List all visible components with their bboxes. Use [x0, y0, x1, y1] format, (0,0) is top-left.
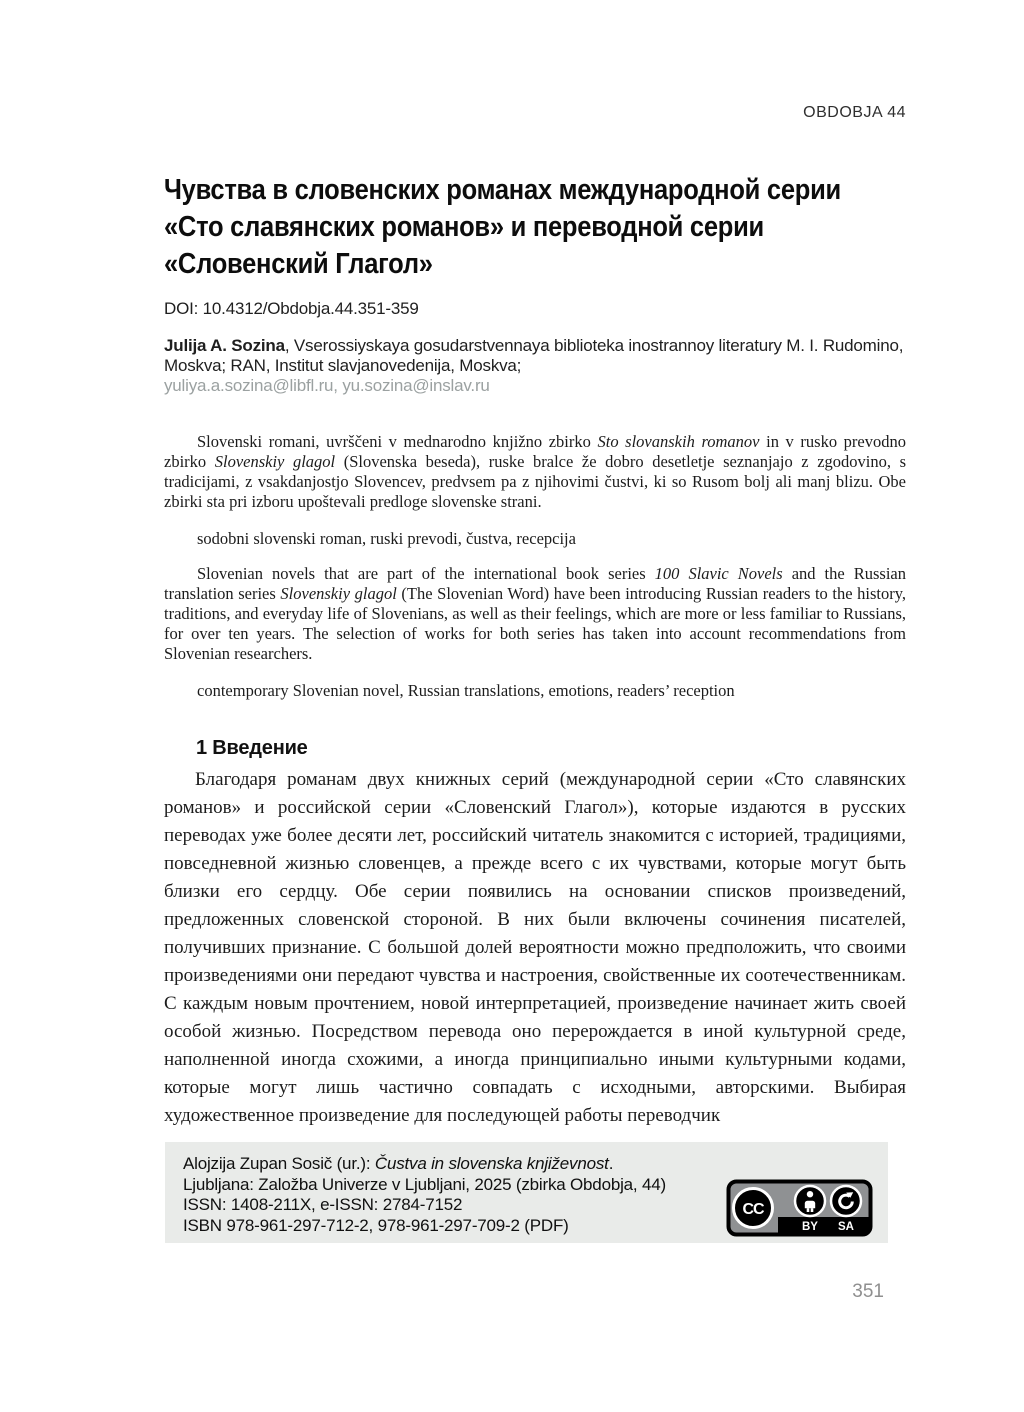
cc-logo-icon: [734, 1189, 773, 1228]
citation-line-isbn: ISBN 978-961-297-712-2, 978-961-297-709-2 (PDF): [183, 1215, 569, 1235]
citation-line-publisher: Ljubljana: Založba Univerze v Ljubljani, 2025 (zbirka Obdobja, 44): [183, 1174, 666, 1194]
page-number: 351: [852, 1281, 884, 1302]
svg-text:CC: CC: [742, 1201, 764, 1218]
cc-sa-label: SA: [838, 1221, 854, 1233]
title-line-1: Чувства в словенских романах международной серии: [164, 174, 841, 206]
article-title: [164, 172, 933, 283]
body-paragraph: Благодаря романам двух книжных серий (международной серии «Сто славянских романов» и российской серии «Словенский Глагол»), которые издаются в русских переводах уже более десяти лет, российский читатель знакомится с историей, традициями, повседневной жизнью словенцев, а прежде всего с их чувствами, которые могут быть близки его сердцу. Обе серии появились на основании списков произведений, предложенных словенской стороной. В них были включены сочинения писателей, получивших признание. С большой долей вероятности можно предположить, что своими произведениями они передают чувства и настроения, свойственные их соотечественникам. С каждым новым прочтением, новой интерпретацией, произведение начинает жить своей особой жизнью. Посредством перевода оно перерождается в иной культурной среде, наполненной иногда схожими, а иногда принципиально иными культурными кодами, которые могут лишь частично совпадать с исходными, авторскими. Выбирая художественное произведение для последующей работы переводчик: [164, 769, 906, 1126]
citation-line-editor: Alojzija Zupan Sosič (ur.): Čustva in slovenska književnost.: [183, 1154, 614, 1173]
by-person-icon: [795, 1186, 825, 1216]
title-line-2: «Сто славянских романов» и переводной серии: [164, 211, 764, 243]
keywords-slovenian: sodobni slovenski roman, ruski prevodi, čustva, recepcija: [197, 529, 576, 548]
author-name: Julija A. Sozina: [164, 336, 285, 355]
abstract-slovenian: Slovenski romani, uvrščeni v mednarodno knjižno zbirko Sto slovanskih romanov in v rusko prevodno zbirko Slovenskiy glagol (Slovenska beseda), ruske bralce že dobro desetletje seznanjajo z zgodovino, s tradicijami, z vsakdanjostjo Slovencev, predvsem pa z njihovimi čustvi, ki so Rusom bolj ali manj blizu. Obe zbirki sta pri izboru upoštevali predloge slovenske strani.: [164, 432, 907, 511]
doi-line: DOI: 10.4312/Obdobja.44.351-359: [164, 299, 419, 318]
author-affiliation: , Vserossiyskaya gosudarstvennaya biblioteka inostrannoy literatury M. I. Rudomino, Moskva; RAN, Institut slavjanovedenija, Moskva;: [164, 336, 904, 375]
author-affiliation-line: [164, 336, 908, 376]
author-emails: yuliya.a.sozina@libfl.ru, yu.sozina@inslav.ru: [164, 376, 490, 395]
keywords-english: contemporary Slovenian novel, Russian translations, emotions, readers’ reception: [197, 681, 735, 700]
title-line-3: «Словенский Глагол»: [164, 248, 433, 280]
running-head: OBDOBJA 44: [803, 104, 906, 121]
citation-box: [165, 1142, 888, 1243]
author-block: [164, 336, 908, 396]
sa-arrows-icon: [831, 1186, 861, 1216]
cc-by-label: BY: [802, 1221, 818, 1233]
cc-by-sa-badge: [726, 1179, 873, 1237]
section-heading-introduction: 1 Введение: [196, 737, 308, 759]
abstract-english: Slovenian novels that are part of the international book series 100 Slavic Novels and the Russian translation series Slovenskiy glagol (The Slovenian Word) have been introducing Russian readers to the history, traditions, and everyday life of Slovenians, as well as their feelings, which are more or less familiar to Russians, for over ten years. The selection of works for both series has taken into account recommendations from Slovenian researchers.: [164, 564, 907, 663]
badge-label-strip: [778, 1217, 869, 1233]
citation-line-issn: ISSN: 1408-211X, e-ISSN: 2784-7152: [183, 1195, 463, 1214]
citation-text: [183, 1154, 708, 1236]
